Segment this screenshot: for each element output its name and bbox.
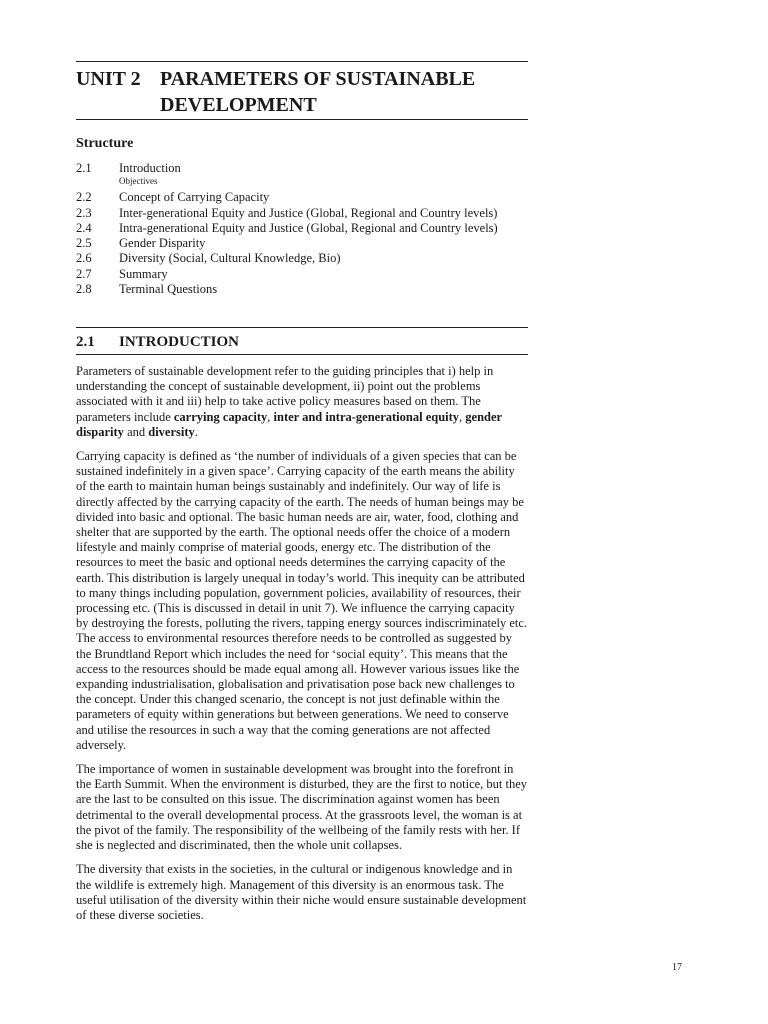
toc-item-label: Gender Disparity	[119, 236, 206, 251]
toc-item-label: Intra-generational Equity and Justice (Global, Regional and Country levels)	[119, 220, 498, 235]
separator: ,	[267, 409, 274, 424]
toc-item	[76, 190, 536, 205]
page-number: 17	[672, 962, 682, 973]
section-title: INTRODUCTION	[119, 334, 240, 350]
unit-title-text: PARAMETERS OF SUSTAINABLE DEVELOPMENT	[160, 68, 476, 116]
toc-item-label: Inter-generational Equity and Justice (Global, Regional and Country levels)	[119, 205, 498, 220]
toc-item-number: 2.6	[76, 251, 92, 266]
toc-item	[76, 267, 536, 282]
structure-heading: Structure	[76, 136, 134, 151]
section-heading	[76, 333, 239, 351]
toc-item-label: Terminal Questions	[119, 282, 218, 297]
title-top-rule	[76, 61, 528, 62]
toc-item-number: 2.7	[76, 266, 92, 281]
paragraph-parameters	[76, 364, 528, 440]
term-carrying-capacity: carrying capacity	[173, 409, 268, 424]
title-bottom-rule	[76, 119, 528, 120]
body-text	[76, 364, 528, 932]
separator: and	[123, 424, 149, 439]
toc-item-number: 2.2	[76, 190, 92, 205]
term-gender-disparity: gender disparity	[76, 409, 502, 439]
toc-item	[76, 282, 536, 297]
toc-item-number: 2.4	[76, 220, 92, 235]
unit-number: UNIT 2	[76, 68, 141, 90]
paragraph-carrying-capacity: Carrying capacity is defined as ‘the number of individuals of a given species that can be sustained indefinitely in a given space’. Carrying capacity of the earth means the ability of the earth to maintain human beings sustainably and indefinitely. Our way of life is directly affected by the carrying capacity of the earth. The needs of human beings may be divided into basic and optional. The basic human needs are air, water, food, clothing and shelter that are supported by the earth. The optional needs offer the choice of a modern lifestyle and mainly comprise of material goods, energy etc. The distribution of the resources to meet the basic and optional needs determines the carrying capacity of the earth. This distribution is largely unequal in today’s world. This inequity can be attributed to many things including population, government policies, availability of resources, their processing etc. (This is discussed in detail in unit 7). We influence the carrying capacity by destroying the forests, polluting the rivers, tapping energy sources indiscriminately etc. The access to environmental resources therefore needs to be controlled as suggested by the Brundtland Report which includes the need for ‘social equity’. This means that the access to the resources should be made equal among all. However various issues like the expanding industrialisation, globalisation and privatisation pose back new challenges to the concept. Under this changed scenario, the concept is not just definable within the parameters of equity within generations but between generations. We need to conserve and utilise the resources in such a way that the coming generations are not affected adversely.	[76, 449, 528, 752]
toc-item-label: Concept of Carrying Capacity	[119, 190, 270, 205]
toc-item	[76, 251, 536, 266]
term-generational-equity: inter and intra-generational equity	[273, 409, 460, 424]
toc-subitem: Objectives	[119, 176, 158, 187]
toc-item-number: 2.5	[76, 236, 92, 251]
toc-item-label: Summary	[119, 266, 168, 281]
section-top-rule	[76, 327, 528, 328]
toc-item	[76, 161, 536, 176]
toc-item	[76, 221, 536, 236]
toc-item-label: Diversity (Social, Cultural Knowledge, Bio)	[119, 251, 341, 266]
section-number: 2.1	[76, 334, 95, 350]
term-diversity: diversity	[148, 424, 195, 439]
toc-item-number: 2.8	[76, 282, 92, 297]
toc-item-number: 2.3	[76, 205, 92, 220]
toc-item	[76, 206, 536, 221]
paragraph-diversity: The diversity that exists in the societies, in the cultural or indigenous knowledge and in the wildlife is extremely high. Management of this diversity is an enormous task. The useful utilisation of the diversity within their niche would ensure sustainable development of these diverse societies.	[76, 862, 527, 922]
paragraph-women: The importance of women in sustainable development was brought into the forefront in the Earth Summit. When the environment is disturbed, they are the first to notice, but they are the last to be consulted on this issue. The discrimination against women has been detrimental to the overall developmental process. At the grassroots level, the woman is at the pivot of the family. The responsibility of the wellbeing of the family rests with her. If she is neglected and discriminated, then the whole unit collapses.	[76, 762, 528, 853]
section-bottom-rule	[76, 354, 528, 355]
separator: ,	[459, 409, 466, 424]
paragraph-text: Parameters of sustainable development refer to the guiding principles that i) help in understanding the concept of sustainable development, ii) point out the problems associated with it and iii) help to take active policy measures based on them. The parameters include	[76, 364, 494, 424]
toc-item-number: 2.1	[76, 161, 92, 175]
toc-item	[76, 236, 536, 251]
structure-list	[76, 161, 536, 297]
toc-item-label: Introduction	[119, 161, 181, 175]
paragraph-end: .	[194, 424, 198, 439]
